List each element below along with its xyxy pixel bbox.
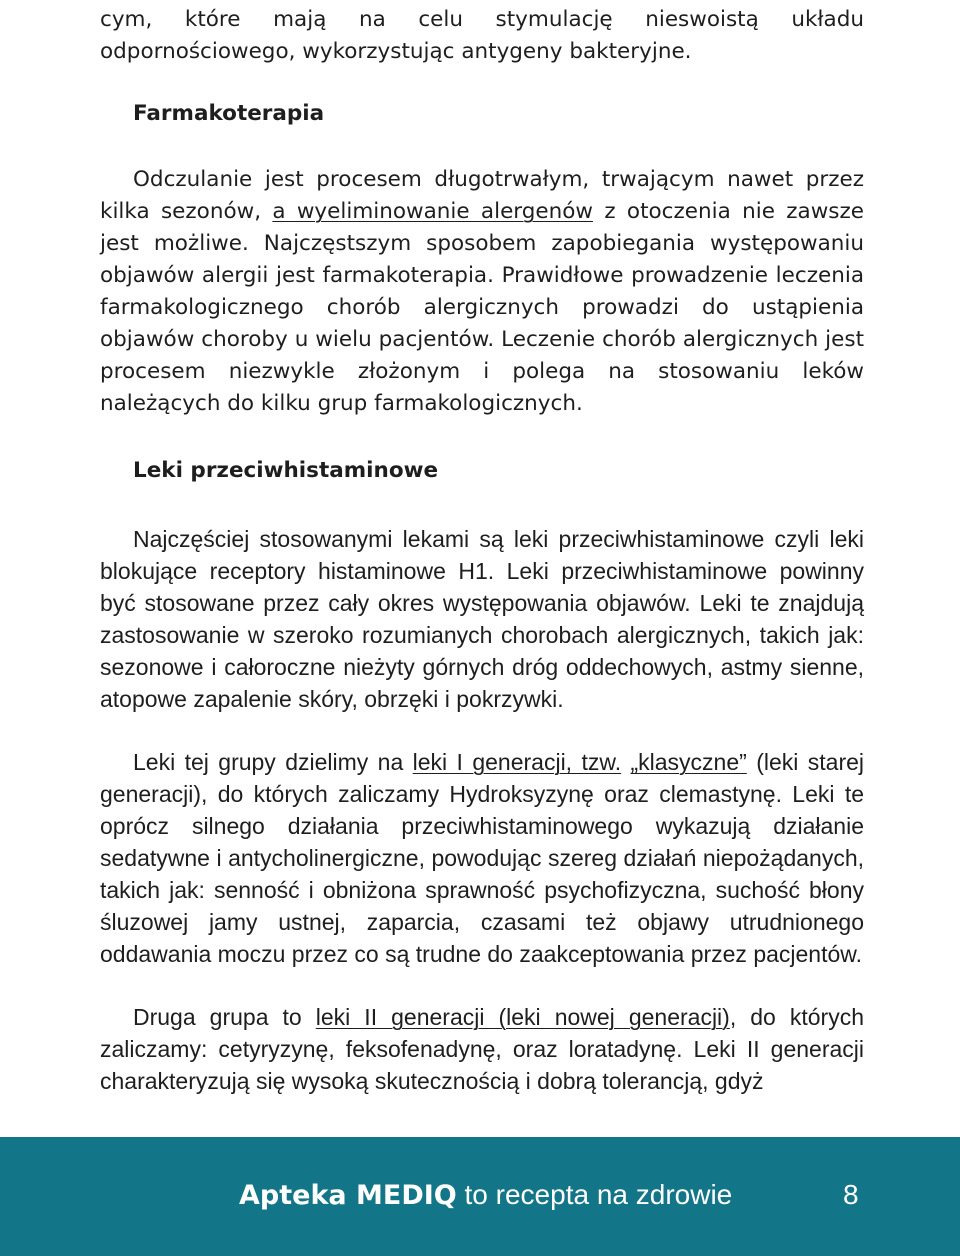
farmakoterapia-paragraph bbox=[100, 164, 864, 420]
gen2-text-a: Druga grupa to bbox=[133, 1004, 316, 1030]
gen2-text-b: , do których zaliczamy: cetyryzynę, feksofenadynę, oraz loratadynę. Leki II generacji charakteryzują się wysoką skutecznością i dobrą tolerancją, gdyż bbox=[100, 1004, 865, 1094]
gen1-link[interactable]: leki I generacji, tzw. bbox=[412, 749, 622, 775]
gen1-space bbox=[621, 749, 630, 775]
heading-farmakoterapia: Farmakoterapia bbox=[133, 101, 325, 126]
document-body bbox=[100, 0, 864, 1097]
gen1-paragraph bbox=[100, 746, 864, 970]
footer-slogan: to recepta na zdrowie bbox=[456, 1179, 733, 1210]
leki-paragraph: Najczęściej stosowanymi lekami są leki przeciwhistaminowe czyli leki blokujące receptory histaminowe H1. Leki przeciwhistaminowe powinny być stosowane przez cały okres występowania objawów. Leki te znajdują zastosowanie w szeroko rozumianych chorobach alergicznych, takich jak: sezonowe i całoroczne nieżyty górnych dróg oddechowych, astmy sienne, atopowe zapalenie skóry, obrzęki i pokrzywki. bbox=[100, 526, 864, 712]
gen1-text-b: (leki starej generacji), do których zaliczamy Hydroksyzynę oraz clemastynę. Leki te oprócz silnego działania przeciwhistaminowego wykazują działanie sedatywne i antycholinergiczne, powodując szereg działań niepożądanych, takich jak: senność i obniżona sprawność psychofizyczna, suchość błony śluzowej jamy ustnej, zaparcia, czasami też objawy utrudnionego oddawania moczu przez co są trudne do zaakceptowania przez pacjentów. bbox=[100, 749, 865, 967]
gen2-link[interactable]: leki II generacji (leki nowej generacji) bbox=[315, 1004, 730, 1030]
footer-brand: Apteka MEDIQ bbox=[239, 1180, 457, 1211]
farmakoterapia-text-b: z otoczenia nie zawsze jest możliwe. Najczęstszym sposobem zapobiegania występowaniu objawów alergii jest farmakoterapia. Prawidłowe prowadzenie leczenia farmakologicznego chorób alergicznych prowadzi do ustąpienia objawów choroby u wielu pacjentów. Leczenie chorób alergicznych jest procesem niezwykle złożonym i polega na stosowaniu leków należących do kilku grup farmakologicznych. bbox=[100, 199, 865, 416]
klasyczne-link[interactable]: „klasyczne” bbox=[630, 749, 747, 775]
footer-bar bbox=[0, 1137, 960, 1256]
gen2-paragraph bbox=[100, 1001, 864, 1097]
farmakoterapia-text-a: Odczulanie jest procesem długotrwałym, trwającym nawet przez kilka sezonów, bbox=[100, 167, 864, 224]
page-number: 8 bbox=[843, 1179, 859, 1210]
gen1-text-a: Leki tej grupy dzielimy na bbox=[133, 749, 413, 775]
heading-leki-przeciwhistaminowe: Leki przeciwhistaminowe bbox=[133, 458, 439, 483]
intro-paragraph: cym, które mają na celu stymulację nieswoistą układu odpornościowego, wykorzystując antygeny bakteryjne. bbox=[100, 7, 864, 64]
footer-title bbox=[239, 1177, 732, 1214]
allergen-elimination-link[interactable]: a wyeliminowanie alergenów bbox=[272, 199, 594, 224]
